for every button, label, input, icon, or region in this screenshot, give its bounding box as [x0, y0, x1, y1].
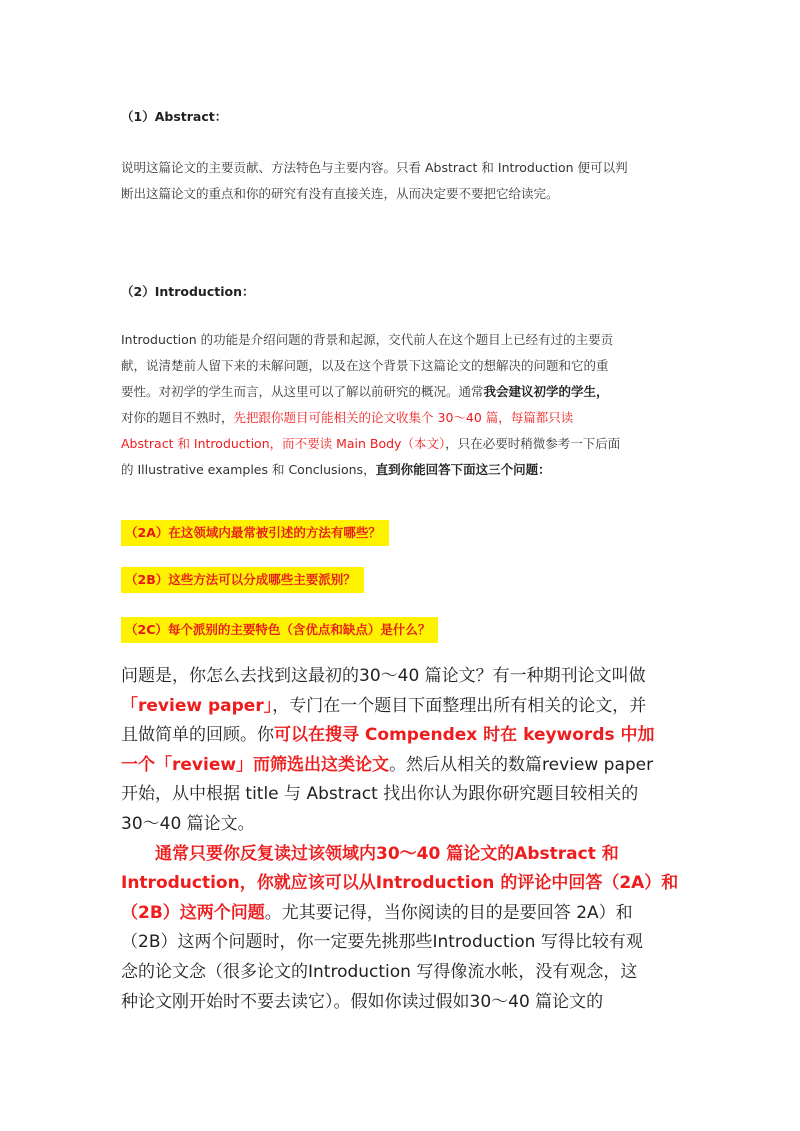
paragraph-line: 种论文刚开始时不要去读它）。假如你读过假如30～40 篇论文的	[121, 991, 604, 1012]
paragraph-line: 30～40 篇论文。	[121, 813, 255, 834]
text-run: 。然后从相关的数篇review paper	[389, 754, 654, 775]
highlight-text: 一个「review」而筛选出这类论文	[121, 754, 390, 775]
paragraph-line	[121, 721, 681, 751]
highlight-text: 「review paper」	[121, 695, 273, 716]
paragraph-line: 献，说清楚前人留下来的未解问题，以及在这个背景下这篇论文的想解决的问题和它的重	[121, 358, 609, 373]
highlight-text: Abstract 和 Introduction，而不要读 Main Body（本文）	[121, 436, 446, 451]
paragraph-line	[121, 692, 681, 722]
text-run: 且做简单的回顾。你	[121, 725, 274, 746]
text-run: 的 Illustrative examples 和 Conclusions，	[121, 462, 376, 477]
question-2a: （2A）在这领域内最常被引述的方法有哪些？	[121, 520, 389, 546]
paragraph-line: 念的论文念（很多论文的Introduction 写得像流水帐，没有观念，这	[121, 961, 638, 982]
emphasis-text: 直到你能回答下面这三个问题：	[375, 462, 551, 477]
paragraph-line: 问题是，你怎么去找到这最初的30～40 篇论文？有一种期刊论文叫做	[121, 666, 646, 686]
paragraph-line: 开始，从中根据 title 与 Abstract 找出你认为跟你研究题目较相关的	[121, 784, 639, 805]
paragraph-line: Introduction 的功能是介绍问题的背景和起源，交代前人在这个题目上已经有过的主要贡	[121, 332, 614, 347]
text-run: 。尤其要记得，当你阅读的目的是要回答 2A）和	[264, 902, 633, 923]
paragraph-line	[121, 751, 681, 781]
paragraph-line: Introduction，你就应该可以从Introduction 的评论中回答（2A）和	[121, 873, 679, 894]
text-run: ，只在必要时稍微参考一下后面	[445, 436, 621, 451]
section-heading-introduction: （2）Introduction：	[121, 284, 255, 299]
paragraph-line	[121, 379, 681, 405]
section-heading-abstract: （1）Abstract：	[121, 109, 228, 124]
introduction-paragraph	[121, 327, 681, 483]
text-run: 对你的题目不熟时，	[121, 410, 234, 425]
paragraph-line	[121, 405, 681, 431]
paragraph-line	[121, 899, 681, 929]
highlight-text: 可以在搜寻 Compendex 时在 keywords 中加	[274, 725, 655, 746]
paragraph-line: 通常只要你反复读过该领域内30～40 篇论文的Abstract 和	[155, 843, 619, 864]
highlight-text: （2B）这两个问题	[121, 902, 265, 923]
paragraph-line: （2B）这两个问题时，你一定要先挑那些Introduction 写得比较有观	[121, 932, 643, 953]
question-2c: （2C）每个派别的主要特色（含优点和缺点）是什么？	[121, 617, 438, 643]
body-paragraph	[121, 662, 681, 1017]
paragraph-line: 断出这篇论文的重点和你的研究有没有直接关连，从而决定要不要把它给读完。	[121, 186, 559, 201]
highlight-text: 先把跟你题目可能相关的论文收集个 30～40 篇，每篇都只读	[233, 410, 574, 425]
paragraph-line: 说明这篇论文的主要贡献、方法特色与主要内容。只看 Abstract 和 Introduction 便可以判	[121, 160, 628, 175]
paragraph-line	[121, 457, 681, 483]
paragraph-line	[121, 431, 681, 457]
question-2b: （2B）这些方法可以分成哪些主要派别？	[121, 567, 364, 593]
abstract-paragraph	[121, 155, 681, 207]
emphasis-text: 我会建议初学的学生，	[483, 384, 609, 399]
text-run: 要性。对初学的学生而言，从这里可以了解以前研究的概况。通常	[121, 384, 484, 399]
text-run: ，专门在一个题目下面整理出所有相关的论文，并	[272, 695, 647, 716]
